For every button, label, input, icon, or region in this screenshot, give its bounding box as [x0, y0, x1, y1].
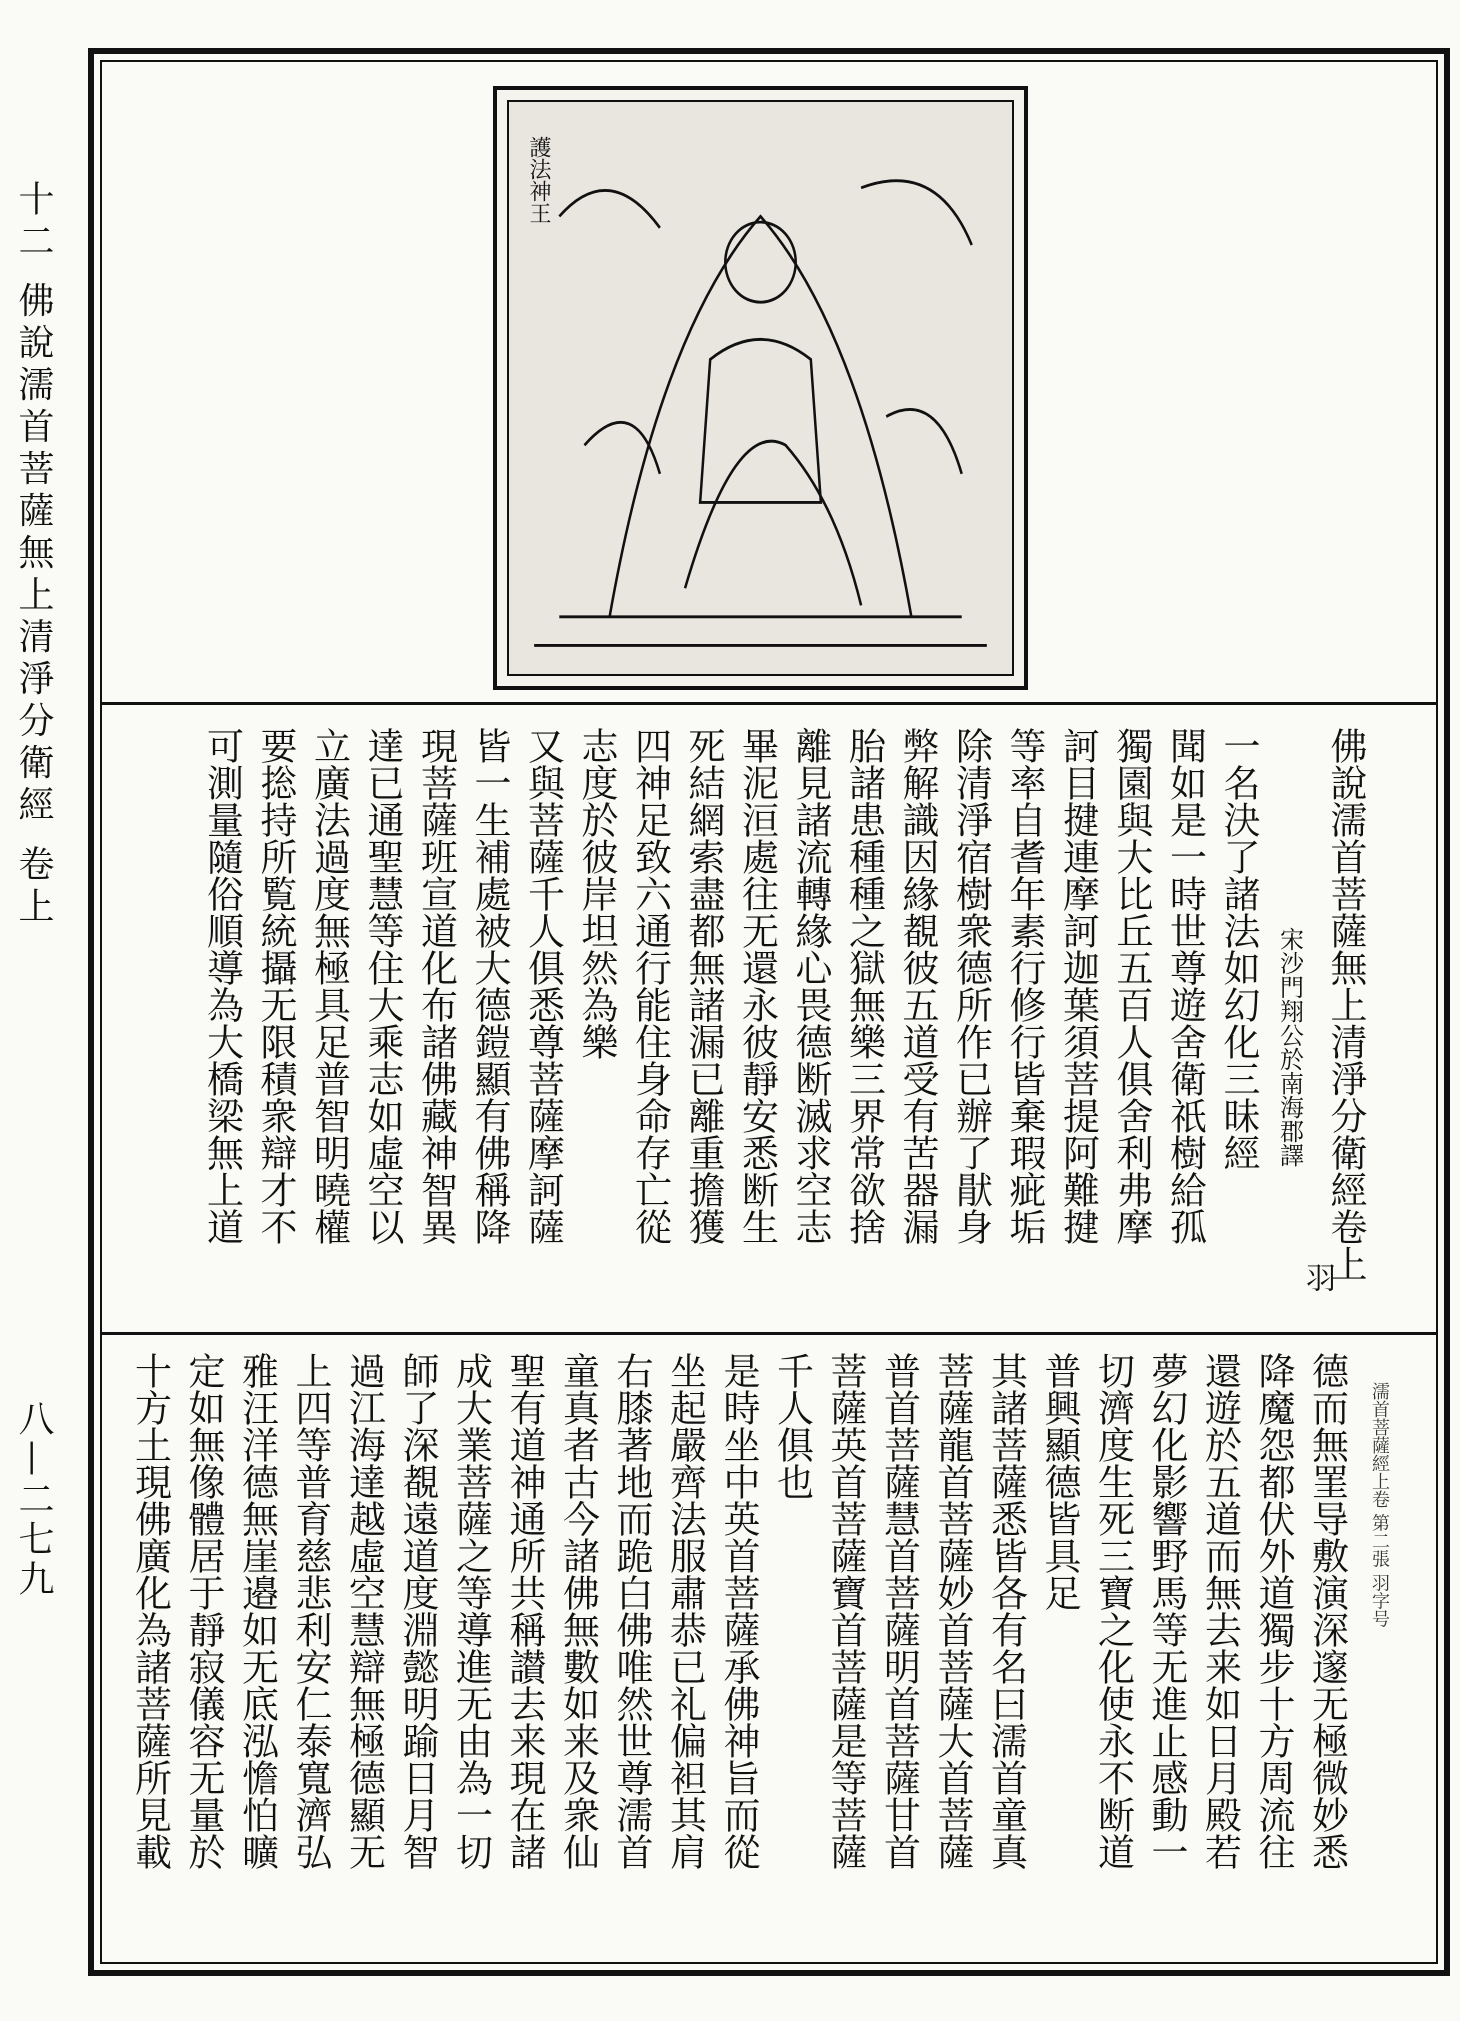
text-column: 菩薩龍首菩薩妙首菩薩大首菩薩: [931, 1352, 974, 1870]
text-column: 千人俱也: [770, 1352, 814, 1500]
text-column: 四神足致六通行能住身命存亡從: [628, 727, 672, 1245]
text-column: 坐起嚴齊法服肅恭已礼偏袒其肩: [663, 1352, 707, 1870]
page-frame: [88, 48, 1450, 1976]
text-column: 弊解識因緣覩彼五道受有苦器漏: [896, 727, 939, 1245]
text-column: 除清淨宿樹衆德所作已辦了猒身: [949, 727, 993, 1245]
text-column: 達已通聖慧等住大乘志如虛空以: [361, 727, 404, 1245]
page-margin-title: 十二 佛說濡首菩薩無上清淨分衛經 卷上: [13, 180, 54, 929]
text-column: 可測量隨俗順導為大橋梁無上道: [200, 727, 244, 1245]
text-column: 畢泥洹處往无還永彼靜安悉断生: [735, 727, 779, 1245]
text-column: 定如無像體居于靜寂儀容无量於: [182, 1352, 225, 1870]
section-divider: [102, 1332, 1436, 1335]
deity-illustration-icon: [509, 102, 1012, 674]
text-column: 又與菩薩千人俱悉尊菩薩摩訶薩: [521, 727, 565, 1245]
text-column: 獨園與大比丘五百人俱舍利弗摩: [1110, 727, 1153, 1245]
text-column: 宋沙門翔公於南海郡譯: [1275, 927, 1304, 1167]
woodcut-illustration: [493, 86, 1028, 690]
text-column: 右膝著地而跪白佛唯然世尊濡首: [610, 1352, 653, 1870]
text-column: 胎諸患種種之獄無樂三界常欲捨: [842, 727, 886, 1245]
section-divider: [102, 702, 1436, 705]
text-column: 一名決了諸法如幻化三昧經: [1217, 727, 1260, 1171]
volume-marker: 羽: [1300, 1262, 1335, 1292]
text-column: 濡首菩薩經上卷 第二張 羽字号: [1369, 1382, 1390, 1628]
text-column: 皆一生補處被大德鎧顯有佛稱降: [468, 727, 511, 1245]
text-column: 等率自耆年素行修行皆棄瑕疵垢: [1003, 727, 1046, 1245]
text-column: 佛說濡首菩薩無上清淨分衛經卷上: [1324, 727, 1367, 1282]
woodcut-border: [507, 100, 1014, 676]
text-column: 普興顯德皆具足: [1038, 1352, 1081, 1611]
text-column: 立廣法過度無極具足普智明曉權: [307, 727, 351, 1245]
text-column: 死結網索盡都無諸漏已離重擔獲: [682, 727, 725, 1245]
page-frame-inner: [100, 60, 1438, 1964]
text-column: 雅汪洋德無崖邉如无底泓憺怕曠: [235, 1352, 279, 1870]
illustration-label: 護法神王: [526, 136, 551, 224]
text-column: 師了深覩遠道度淵懿明踰日月智: [396, 1352, 439, 1870]
text-column: 志度於彼岸坦然為樂: [575, 727, 618, 1060]
page-number: 八—二七九: [13, 1400, 54, 1600]
text-column: 過江海達越虛空慧辯無極德顯无: [342, 1352, 386, 1870]
text-column: 其諸菩薩悉皆各有名曰濡首童真: [984, 1352, 1028, 1870]
text-column: 上四等普育慈悲利安仁泰寬濟弘: [289, 1352, 332, 1870]
text-column: 要捴持所覧統攝无限積衆辯才不: [254, 727, 297, 1245]
text-column: 菩薩英首菩薩寶首菩薩是等菩薩: [824, 1352, 867, 1870]
text-column: 成大業菩薩之等導進无由為一切: [449, 1352, 493, 1870]
text-column: 聞如是一時世尊遊舍衛祇樹給孤: [1163, 727, 1207, 1245]
text-column: 普首菩薩慧首菩薩明首菩薩甘首: [877, 1352, 921, 1870]
text-column: 還遊於五道而無去来如日月殿若: [1198, 1352, 1242, 1870]
text-column: 聖有道神通所共稱讃去来現在諸: [503, 1352, 546, 1870]
text-column: 德而無罣导敷演深邃无極微妙悉: [1305, 1352, 1349, 1870]
text-column: 降魔怨都伏外道獨步十方周流往: [1252, 1352, 1295, 1870]
text-column: 訶目揵連摩訶迦葉須菩提阿難揵: [1056, 727, 1100, 1245]
text-column: 童真者古今諸佛無數如来及衆仙: [556, 1352, 600, 1870]
text-column: 是時坐中英首菩薩承佛神旨而從: [717, 1352, 760, 1870]
text-column: 離見諸流轉緣心畏德断滅求空志: [789, 727, 832, 1245]
text-column: 夢幻化影響野馬等无進止感動一: [1145, 1352, 1188, 1870]
text-column: 現菩薩班宣道化布諸佛藏神智異: [414, 727, 458, 1245]
text-column: 十方土現佛廣化為諸菩薩所見載: [128, 1352, 172, 1870]
text-column: 切濟度生死三寶之化使永不断道: [1091, 1352, 1135, 1870]
